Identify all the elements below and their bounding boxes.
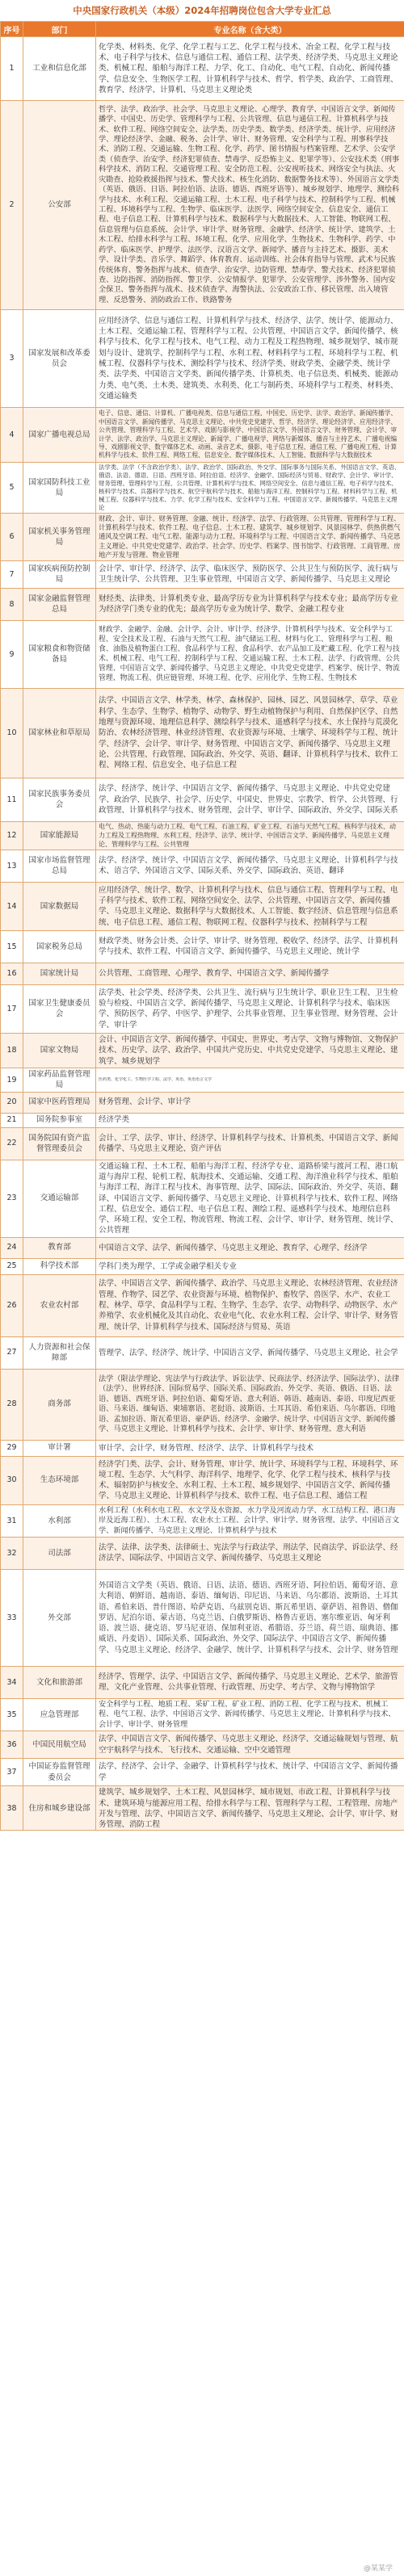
row-number: 7 bbox=[1, 560, 23, 588]
row-majors bbox=[96, 1504, 404, 1537]
row-department: 国家市场监督管理总局 bbox=[23, 850, 96, 882]
row-department: 国家广播电视总局 bbox=[23, 408, 96, 463]
table-row bbox=[1, 1033, 404, 1068]
row-department: 国家药品监督管理局 bbox=[23, 1068, 96, 1092]
row-majors-text: 安全科学与工程、地质工程、采矿工程、矿业工程、消防工程、化学工程与技术、机械工程、电气工程、法学、中国语言文学、新闻传播学、马克思主义理论、计算机科学与技术、会计学、审计学、财务管理 bbox=[99, 1699, 396, 1729]
table-row bbox=[1, 1336, 404, 1369]
row-majors-text: 电气、热动、热能与动力工程、电气工程、石油工程、矿业工程、石油与天然气工程、核科学与技术、动力工程及工程热物理、水利工程、经济学、法学、统计学、中国语言文学、新闻传播学、马克思主义理论、管理科学与工程、公共管理 bbox=[99, 822, 396, 848]
row-majors bbox=[96, 1537, 404, 1569]
table-row bbox=[1, 588, 404, 620]
row-number: 19 bbox=[1, 1068, 23, 1092]
row-number: 16 bbox=[1, 963, 23, 984]
row-department: 国家民族事务委员会 bbox=[23, 778, 96, 821]
row-number: 32 bbox=[1, 1537, 23, 1569]
row-department: 国家林业和草原局 bbox=[23, 688, 96, 778]
row-number: 33 bbox=[1, 1569, 23, 1666]
table-row bbox=[1, 1160, 404, 1237]
row-number: 17 bbox=[1, 984, 23, 1033]
table-row bbox=[1, 1504, 404, 1537]
table-row bbox=[1, 1092, 404, 1113]
row-majors-text: 财政学、金融学、金融、会计学、会计、审计学、经济学、计算机科学与技术、安全科学与工程、安全技术及工程、石油与天然气工程、油气储运工程、材料与化工、管理科学与工程、粮食、油脂及植物蛋白工程、食品科学与工程、食品科学、农产品加工及贮藏工程、化学工程与技术、机械工程、电气工程、控制科学与工程、交通运输工程、土木工程、法学、行政管理、公共管理、中国语言文学、新闻传播学、马克思主义理论、中共党史党建学、档案学、统计学、物流管理、物流工程、供应链管理、环境工程、化学、应用化学、生物工程、生物技术 bbox=[99, 626, 400, 683]
row-number: 31 bbox=[1, 1504, 23, 1537]
row-majors-text: 交通运输工程、土木工程、船舶与海洋工程、经济学专业、道路桥梁与渡河工程、港口航道与海岸工程、轮机工程、航海技术、交通运输、交通工程、海洋渔业科学与技术、船舶与海洋工程、海洋工程与技术、海事管理、法学、国际法、国际政治、外交学、英语、翻译、中国语言文学、新闻传播学、马克思主义理论、计算机科学与技术、软件工程、网络工程、信息安全、通信工程、电子信息工程、测绘工程、遥感科学与技术、地理信息科学、环境工程、安全工程、物流管理、物流工程、会计学、审计学、财务管理、统计学、公共管理 bbox=[99, 1161, 398, 1236]
row-majors-text: 财务管理、会计学、审计学 bbox=[99, 1097, 191, 1107]
row-majors bbox=[96, 1456, 404, 1504]
table-row bbox=[1, 930, 404, 963]
table-row bbox=[1, 1569, 404, 1666]
row-majors bbox=[96, 984, 404, 1033]
table-row bbox=[1, 1237, 404, 1258]
row-majors bbox=[96, 1369, 404, 1440]
row-department: 审计署 bbox=[23, 1440, 96, 1456]
table-row bbox=[1, 1258, 404, 1274]
row-majors bbox=[96, 1274, 404, 1336]
row-department: 国家发展和改革委员会 bbox=[23, 310, 96, 408]
table-row bbox=[1, 1440, 404, 1456]
row-majors-text: 法学类、法学（不含政治学类）、法学、政治学、国际政治、外交学、国际事务与国际关系、外国语言文学、英语、俄语、法语、德语、日语、西班牙语、阿拉伯语、经济学、金融学、国际经济与贸易、财政学、会计学、审计学、财务管理、管理科学与工程、公共管理、计算机科学与技术、网络空间安全、信息与通信工程、电子科学与技术、核科学与技术、兵器科学与技术、航空宇航科学与技术、船舶与海洋工程、控制科学与工程、材料科学与工程、机械工程、仪器科学与技术、力学、化学工程与技术、安全科学与工程、中国语言文学、新闻传播学、马克思主义理论 bbox=[99, 464, 401, 511]
row-number: 14 bbox=[1, 882, 23, 930]
row-majors bbox=[96, 1759, 404, 1786]
row-number: 10 bbox=[1, 688, 23, 778]
row-number: 28 bbox=[1, 1369, 23, 1440]
row-majors bbox=[96, 1698, 404, 1731]
watermark: @某某学 bbox=[363, 2565, 393, 2573]
table-row bbox=[1, 620, 404, 688]
row-majors bbox=[96, 821, 404, 850]
header-no: 序号 bbox=[1, 22, 23, 37]
row-number: 37 bbox=[1, 1759, 23, 1786]
row-majors bbox=[96, 620, 404, 688]
table-row bbox=[1, 1113, 404, 1127]
row-majors-text: 法学、中国语言文学、新闻传播学、马克思主义理论、经济学、交通运输规划与管理、航空宇航科学与技术、飞行技术、交通运输、空中交通管理 bbox=[99, 1735, 398, 1755]
row-number: 4 bbox=[1, 408, 23, 463]
row-majors bbox=[96, 1092, 404, 1113]
row-majors-text: 财经类、法律类、计算机类专业、最高学历专业为计算机科学与技术专业；最高学历专业为经济学门类专业的优先；最高学历专业为统计学、数学、金融工程专业 bbox=[99, 594, 398, 615]
row-majors bbox=[96, 1336, 404, 1369]
table-row bbox=[1, 560, 404, 588]
row-majors bbox=[96, 101, 404, 310]
table-row bbox=[1, 463, 404, 514]
row-number: 6 bbox=[1, 513, 23, 560]
row-number: 9 bbox=[1, 620, 23, 688]
row-majors-text: 外国语言文学类（英语、俄语、日语、法语、德语、西班牙语、阿拉伯语、葡萄牙语、意大利语、朝鲜语、越南语、泰语、缅甸语、印尼语、马来语、乌尔都语、波斯语、土耳其语、希伯来语、普什图语、哈萨克语、乌兹别克语、斯瓦希里语、豪萨语、祖鲁语、僧伽罗语、尼泊尔语、蒙古语、乌克兰语、白俄罗斯语、格鲁吉亚语、塞尔维亚语、匈牙利语、波兰语、捷克语、罗马尼亚语、保加利亚语、希腊语、芬兰语、荷兰语、瑞典语、挪威语、丹麦语）、国际关系、国际政治、外交学、国际法学、中国语言文学、新闻传播学、马克思主义理论、经济学、金融学、统计学、计算机科学与技术、会计学、财务管理 bbox=[99, 1580, 398, 1655]
row-majors bbox=[96, 882, 404, 930]
row-majors bbox=[96, 1666, 404, 1698]
table-row bbox=[1, 850, 404, 882]
row-number: 24 bbox=[1, 1237, 23, 1258]
row-department: 国家卫生健康委员会 bbox=[23, 984, 96, 1033]
table-row bbox=[1, 1274, 404, 1336]
majors-table bbox=[0, 21, 404, 1831]
row-majors bbox=[96, 1127, 404, 1160]
row-number: 23 bbox=[1, 1160, 23, 1237]
table-row bbox=[1, 778, 404, 821]
table-row bbox=[1, 1731, 404, 1759]
row-majors-text: 法学、中国语言文学、林学类、林学、森林保护、园林、园艺、风景园林学、草学、草业科学、生态学、生物学、植物学、动物学、野生动植物保护与利用、自然保护区学、自然地理与资源环境、地理信息科学、测绘科学与技术、遥感科学与技术、水土保持与荒漠化防治、农林经济管理、林业经济管理、农业资源与环境、土壤学、环境科学与工程、统计学、经济学、会计学、审计学、财务管理、中国语言文学、新闻传播学、马克思主义理论、公共管理、行政管理、国际政治、外交学、英语、翻译、计算机科学与技术、软件工程、网络工程、信息安全、电子信息工程 bbox=[99, 696, 398, 770]
row-majors-text: 会计、工学、法学、审计、经济学、计算机科学与技术、计算机类、中国语言文学、新闻传播学、马克思主义理论、资产评估 bbox=[99, 1133, 398, 1154]
row-majors-text: 哲学、法学、政治学、社会学、马克思主义理论、心理学、教育学、中国语言文学、新闻传播学、中国史、历史学、管理科学与工程、公共管理、信息与通信工程、计算机科学与技术、软件工程、网络空间安全、法学类、历史学类、数学类、经济学类、统计学、应用经济学、理论经济学、金融、税务、会计学、审计、财务管理、安全科学与工程、刑事科学技术、消防工程、交通运输、生物工程、化学、药学、图书情报与档案管理、艺术学、公安学类（侦查学、治安学、经济犯罪侦查、禁毒学、反恐怖主义、犯罪学等）、公安技术类（刑事科学技术、消防工程、交通管理工程、安全防范工程、公安视听技术、网络安全与执法、火灾勘查、抢险救援指挥与技术、警犬技术、核生化消防、数据警务技术等）、外国语言文学类（英语、俄语、日语、阿拉伯语、法语、德语、西班牙语等）、城乡规划学、地理学、测绘科学与技术、水利工程、交通运输工程、土木工程、电子科学与技术、控制科学与工程、机械工程、环境科学与工程、生物学、临床医学、法医学、网络空间安全、信息安全、通信工程、电子信息工程、计算机科学与技术、数据科学与大数据技术、人工智能、物联网工程、信息管理与信息系统、会计学、审计学、财务管理、金融学、经济学、统计学、建筑学、土木工程、给排水科学与工程、环境工程、化学、应用化学、生物技术、生物科学、药学、中药学、临床医学、护理学、法医学、汉语言文学、新闻学、播音与主持艺术、摄影、美术学、设计学类、音乐学、舞蹈学、体育教育、运动训练、社会体育指导与管理、武术与民族传统体育、警务指挥与战术、侦查学、治安学、边防管理、禁毒学、警犬技术、经济犯罪侦查、边防指挥、消防指挥、警卫学、公安情报学、犯罪学、公安管理学、涉外警务、国内安全保卫、警务指挥与战术、技术侦查学、海警执法、公安政治工作、移民管理、出入境管理、反恐警务、消防政治工作、铁路警务 bbox=[99, 104, 400, 304]
row-majors-text: 学科门类为理学、工学或金融学相关专业 bbox=[99, 1261, 238, 1271]
row-department: 科学技术部 bbox=[23, 1258, 96, 1274]
row-number: 36 bbox=[1, 1731, 23, 1759]
row-majors bbox=[96, 588, 404, 620]
page-title: 中央国家行政机关（本级）2024年招聘岗位包含大学专业汇总 bbox=[73, 5, 331, 16]
row-number: 13 bbox=[1, 850, 23, 882]
row-department: 交通运输部 bbox=[23, 1160, 96, 1237]
row-department: 国务院国有资产监督管理委员会 bbox=[23, 1127, 96, 1160]
table-row bbox=[1, 1786, 404, 1831]
row-majors bbox=[96, 930, 404, 963]
row-department: 人力资源和社会保障部 bbox=[23, 1336, 96, 1369]
row-majors bbox=[96, 1786, 404, 1831]
row-number: 26 bbox=[1, 1274, 23, 1336]
row-majors-text: 经济学门类、法学、会计、财务管理、审计学、统计学、环境科学与工程、环境科学、环境工程、生态学、大气科学、海洋科学、地理学、化学、化学工程与技术、核科学与技术、辐射防护与核安全、水利工程、土木工程、城乡规划学、中国语言文学、新闻传播学、马克思主义理论、计算机科学与技术、软件工程、电子信息工程、通信工程 bbox=[99, 1459, 398, 1501]
table-header-row bbox=[1, 22, 404, 37]
row-department: 农业农村部 bbox=[23, 1274, 96, 1336]
row-majors bbox=[96, 1258, 404, 1274]
row-majors-text: 化学类、材料类、化学、化学工程与工艺、化学工程与技术、冶金工程、化学工程与技术、电子科学与技术、信息与通信工程、通信工程、法学类、经济学类、马克思主义理论类、机械工程、船舶与海洋工程、力学、化工、自动化、电气工程、自动化、新闻传播学、信息安全、生物医学工程、计算机科学与技术、哲学、哲学类、政治学、工商管理、教育学、经济学、计算机、马克思主义理论类 bbox=[99, 42, 398, 94]
row-department: 国家国防科技工业局 bbox=[23, 463, 96, 514]
row-majors bbox=[96, 1113, 404, 1127]
row-number: 11 bbox=[1, 778, 23, 821]
row-department: 国家能源局 bbox=[23, 821, 96, 850]
row-number: 2 bbox=[1, 101, 23, 310]
row-majors-text: 法学、中国语言文学、新闻传播学、政治学、马克思主义理论、农林经济管理、农业经济管理、作物学、园艺学、农业资源与环境、植物保护、畜牧学、兽医学、水产、农业工程、林学、草学、食品科学与工程、生物学、生态学、农学、动物科学、动物医学、水产养殖学、农业机械化及其自动化、农业电气化、农业水利工程、会计学、审计学、财务管理、统计学、计算机科学与技术、国际经济与贸易、英语 bbox=[99, 1279, 398, 1332]
row-majors-text: 法学（限法学理论、宪法学与行政法学、诉讼法学、民商法学、经济法学、国际法学）、法律（法学）、世界经济、国际贸易学、国际关系、国际政治、外交学、英语、俄语、日语、法语、德语、西班牙语、阿拉伯语、葡萄牙语、意大利语、韩语、越南语、泰语、印度尼西亚语、马来语、缅甸语、柬埔寨语、老挝语、波斯语、土耳其语、希伯来语、乌尔都语、印地语、孟加拉语、斯瓦希里语、豪萨语、经济学、金融学、统计学、中国语言文学、新闻传播学、马克思主义理论、计算机科学与技术、会计学、审计学、财务管理、意大利语 bbox=[99, 1374, 400, 1434]
table-row bbox=[1, 1127, 404, 1160]
row-department: 国家税务总局 bbox=[23, 930, 96, 963]
row-department: 国家疾病预防控制局 bbox=[23, 560, 96, 588]
table-row bbox=[1, 408, 404, 463]
row-majors bbox=[96, 408, 404, 463]
row-majors-text: 法学、经济学、统计学、中国语言文学、新闻传播学、马克思主义理论、中共党史党建学、政治学、民族学、社会学、历史学、中国史、世界史、宗教学、哲学、公共管理、行政管理、计算机科学与技术、财务管理、会计学、审计学、国际政治、外交学、国际关系 bbox=[99, 784, 398, 816]
row-department: 国务院参事室 bbox=[23, 1113, 96, 1127]
row-majors-text: 医药类、化学化工、生物医学工程、法学、英语、英语语言文学 bbox=[99, 1076, 213, 1082]
row-number: 25 bbox=[1, 1258, 23, 1274]
row-number: 38 bbox=[1, 1786, 23, 1831]
row-majors bbox=[96, 963, 404, 984]
row-majors-text: 法学、法律、法学类、法律硕士、宪法学与行政法学、刑法学、民商法学、诉讼法学、经济法学、国际法学、中国语言文学、新闻传播学、马克思主义理论 bbox=[99, 1543, 398, 1563]
row-majors bbox=[96, 850, 404, 882]
row-majors-text: 应用经济学、统计学、数学、计算机科学与技术、信息与通信工程、管理科学与工程、电子科学与技术、软件工程、网络空间安全、法学、公共管理、中国语言文学、新闻传播学、马克思主义理论、数据科学与大数据技术、人工智能、数字经济、信息管理与信息系统、电子信息工程、通信工程、物联网工程、仪器科学与技术、控制科学与工程 bbox=[99, 885, 398, 927]
table-row bbox=[1, 101, 404, 310]
header-dept: 部门 bbox=[23, 22, 96, 37]
row-number: 34 bbox=[1, 1666, 23, 1698]
row-department: 商务部 bbox=[23, 1369, 96, 1440]
row-department: 工业和信息化部 bbox=[23, 37, 96, 101]
row-number: 21 bbox=[1, 1113, 23, 1127]
row-number: 30 bbox=[1, 1456, 23, 1504]
row-department: 生态环境部 bbox=[23, 1456, 96, 1504]
row-majors-text: 法学、经济学、统计学、中国语言文学、新闻传播学、马克思主义理论、计算机科学与技术、语言学、外国语言文学、国际关系、外交学、国际政治、英语、翻译 bbox=[99, 856, 398, 876]
table-row bbox=[1, 688, 404, 778]
table-row bbox=[1, 1759, 404, 1786]
row-majors bbox=[96, 778, 404, 821]
table-row bbox=[1, 37, 404, 101]
row-number: 22 bbox=[1, 1127, 23, 1160]
row-number: 8 bbox=[1, 588, 23, 620]
table-body bbox=[1, 37, 404, 1831]
row-number: 15 bbox=[1, 930, 23, 963]
table-row bbox=[1, 1666, 404, 1698]
row-department: 文化和旅游部 bbox=[23, 1666, 96, 1698]
row-majors-text: 水利工程（水利水电工程、水文学及水资源、水力学及河流动力学、水工结构工程、港口海岸及近海工程）、土木工程、农业水土工程、会计学、审计学、财务管理、法学、中国语言文学、新闻传播学、马克思主义理论、计算机科学与技术 bbox=[99, 1505, 400, 1535]
row-majors-text: 会计、中国语言文学、新闻传播学、中国史、世界史、考古学、文物与博物馆、文物保护技术、历史学、法学、政治学、中国共产党历史、中共党史党建学、马克思主义理论、建筑学、城乡规划学 bbox=[99, 1034, 398, 1066]
row-department: 中国证券监督管理委员会 bbox=[23, 1759, 96, 1786]
row-department: 中国民用航空局 bbox=[23, 1731, 96, 1759]
row-majors bbox=[96, 1731, 404, 1759]
row-department: 外交部 bbox=[23, 1569, 96, 1666]
row-number: 5 bbox=[1, 463, 23, 514]
table-row bbox=[1, 821, 404, 850]
row-department: 国家数据局 bbox=[23, 882, 96, 930]
table-row bbox=[1, 882, 404, 930]
row-number: 3 bbox=[1, 310, 23, 408]
row-majors-text: 应用经济学、信息与通信工程、计算机科学与技术、经济学、法学、统计学、能源动力、土木工程、交通运输工程、管理科学与工程、公共管理、中国语言文学、新闻传播学、核科学与技术、化学工程与技术、电气工程、动力工程及工程热物理、城乡规划学、城市规划与设计、建筑学、控制科学与工程、水利工程、材料科学与工程、环境科学与工程、机械工程、仪器科学与技术、测绘科学与技术、经济学类、财政学类、金融学类、统计学类、法学类、中国语言文学类、新闻传播学类、计算机类、电子信息类、机械类、能源动力类、电气类、土木类、建筑类、水利类、化工与制药类、环境科学与工程类、材料类、交通运输类 bbox=[99, 316, 398, 401]
table-row bbox=[1, 984, 404, 1033]
row-number: 18 bbox=[1, 1033, 23, 1068]
row-majors-text: 会计学、审计学、经济学、法学、临床医学、预防医学、公共卫生与预防医学、流行病与卫生统计学、公共管理、卫生事业管理、中国语言文学、新闻传播学、马克思主义理论 bbox=[99, 564, 398, 585]
row-majors-text: 中国语言文学、法学、新闻传播学、马克思主义理论、教育学、心理学、经济学 bbox=[99, 1243, 368, 1252]
row-majors-text: 管理学、法学、经济学、统计学、中国语言文学、新闻传播学、马克思主义理论、社会学 bbox=[99, 1348, 398, 1357]
row-department: 国家机关事务管理局 bbox=[23, 513, 96, 560]
row-department: 国家金融监督管理总局 bbox=[23, 588, 96, 620]
table-row bbox=[1, 1456, 404, 1504]
row-majors bbox=[96, 1237, 404, 1258]
row-department: 国家粮食和物资储备局 bbox=[23, 620, 96, 688]
row-number: 35 bbox=[1, 1698, 23, 1731]
row-number: 1 bbox=[1, 37, 23, 101]
row-majors-text: 电子、信息、通信、计算机、广播电视类、信息与通信工程、中国史、历史学、法学、政治学、新闻传播学、中国语言文学、新闻传播学、马克思主义理论、中共党史党建学、哲学、经济学、理论经济学、应用经济学、公共管理、管理科学与工程、艺术学、戏剧与影视学、中国语言文学、外国语言文学、财务管理、会计学、审计学、法学、政治学、马克思主义理论、新闻学、广播电视学、网络与新媒体、播音与主持艺术、广播电视编导、戏剧影视文学、数字媒体艺术、动画、录音艺术、摄影、电子信息工程、通信工程、广播电视工程、计算机科学与技术、软件工程、网络工程、信息安全、数字媒体技术、人工智能、数据科学与大数据技术 bbox=[99, 409, 398, 459]
row-department: 国家统计局 bbox=[23, 963, 96, 984]
row-number: 12 bbox=[1, 821, 23, 850]
row-department: 应急管理部 bbox=[23, 1698, 96, 1731]
table-row bbox=[1, 1068, 404, 1092]
row-majors-text: 法学类、社会学类、经济学类、公共卫生、流行病与卫生统计学、职业卫生工程、卫生检验与检疫、中国语言文学、新闻传播学、马克思主义理论、计算机科学与技术、临床医学、预防医学、药学、中医学、护理学、公共事业管理、卫生事业管理、财务管理、会计学、审计学 bbox=[99, 988, 398, 1030]
row-majors-text: 审计学、会计学、财务管理、经济学、法学、计算机科学与技术 bbox=[99, 1443, 314, 1453]
row-department: 国家文物局 bbox=[23, 1033, 96, 1068]
table-row bbox=[1, 310, 404, 408]
row-number: 27 bbox=[1, 1336, 23, 1369]
row-majors bbox=[96, 310, 404, 408]
row-number: 20 bbox=[1, 1092, 23, 1113]
row-department: 教育部 bbox=[23, 1237, 96, 1258]
row-majors-text: 建筑学、城乡规划学、土木工程、风景园林学、城市规划、市政工程、计算机科学与技术、建筑环境与能源应用工程、给排水科学与工程、管理科学与工程、工程管理、房地产开发与管理、法学、中国语言文学、新闻传播学、马克思主义理论、会计学、审计学、财务管理、消防工程 bbox=[99, 1788, 398, 1830]
row-majors-text: 经济学类 bbox=[99, 1115, 130, 1125]
row-majors bbox=[96, 1033, 404, 1068]
table-row bbox=[1, 963, 404, 984]
row-department: 国家中医药管理局 bbox=[23, 1092, 96, 1113]
row-majors bbox=[96, 37, 404, 101]
table-row bbox=[1, 1369, 404, 1440]
table-row bbox=[1, 1537, 404, 1569]
row-majors bbox=[96, 1440, 404, 1456]
row-majors bbox=[96, 463, 404, 514]
row-majors-text: 财政学类、财务会计类、会计学、审计学、财务管理、税收学、经济学、法学、计算机科学与技术、软件工程、中国语言文学、新闻传播学、马克思主义理论、统计学 bbox=[99, 937, 398, 957]
row-majors bbox=[96, 1068, 404, 1092]
table-row bbox=[1, 1698, 404, 1731]
row-department: 住房和城乡建设部 bbox=[23, 1786, 96, 1831]
row-department: 司法部 bbox=[23, 1537, 96, 1569]
row-majors-text: 公共管理、工商管理、心理学、教育学、中国语言文学、新闻传播学 bbox=[99, 969, 330, 979]
header-majors: 专业名称（含大类） bbox=[96, 22, 404, 37]
row-majors bbox=[96, 513, 404, 560]
row-majors bbox=[96, 1569, 404, 1666]
row-department: 水利部 bbox=[23, 1504, 96, 1537]
row-majors bbox=[96, 560, 404, 588]
row-majors-text: 经济学、管理学、法学、中国语言文学、新闻传播学、马克思主义理论、艺术学、旅游管理、文化产业管理、公共事业管理、行政管理、历史学、考古学、文物与博物馆学 bbox=[99, 1672, 398, 1693]
row-majors-text: 法学、经济学、会计学、金融学、计算机科学与技术、统计学、中国语言文学、新闻传播学 bbox=[99, 1762, 398, 1782]
row-majors bbox=[96, 1160, 404, 1237]
table-row bbox=[1, 513, 404, 560]
row-majors bbox=[96, 688, 404, 778]
row-number: 29 bbox=[1, 1440, 23, 1456]
row-majors-text: 财政、会计、审计、财务管理、金融、统计、经济学、法学、行政管理、公共管理、管理科学与工程、计算机科学与技术、软件工程、电子信息、土木工程、建筑学、城乡规划学、风景园林学、供热供燃气通风及空调工程、电气工程、能源与动力工程、环境科学与工程、中国语言文学、新闻传播学、马克思主义理论、中共党史党建学、政治学、社会学、历史学、档案学、图书馆学、行政管理、工商管理、房地产开发与管理、物业管理 bbox=[99, 514, 401, 559]
row-department: 公安部 bbox=[23, 101, 96, 310]
